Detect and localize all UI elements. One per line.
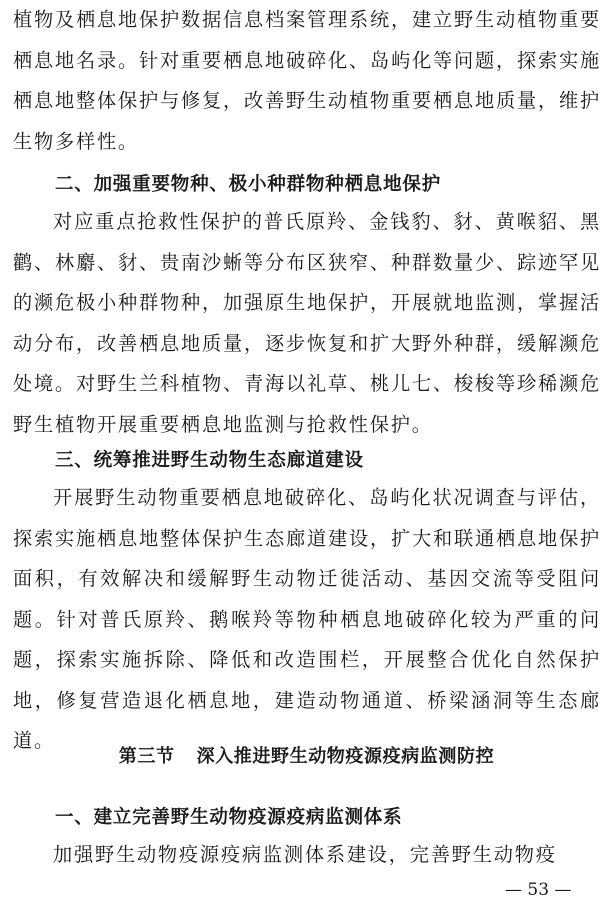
heading-disease-monitoring-system: 一、建立完善野生动物疫源疫病监测体系 [55, 807, 403, 828]
section-title [0, 742, 613, 768]
page-number: — 53 — [505, 880, 572, 900]
paragraph-disease-monitoring: 加强野生动物疫源疫病监测体系建设，完善野生动物疫 [53, 843, 557, 866]
heading-key-species-protection: 二、加强重要物种、极小种群物种栖息地保护 [55, 174, 442, 195]
paragraph-habitat-archive: 植物及栖息地保护数据信息档案管理系统，建立野生动植物重要栖息地名录。针对重要栖息地破碎化、岛屿化等问题，探索实施栖息地整体保护与修复，改善野生动植物重要栖息地质量，维护生物多样性。 [13, 8, 601, 153]
section-label: 第三节 [118, 746, 175, 767]
section-heading-text: 深入推进野生动物疫源疫病监测防控 [196, 746, 495, 767]
paragraph-corridor-construction: 开展野生动物重要栖息地破碎化、岛屿化状况调查与评估，探索实施栖息地整体保护生态廊道建设，扩大和联通栖息地保护面积，有效解决和缓解野生动物迁徙活动、基因交流等受阻问题。针对普氏原羚、鹅喉羚等物种栖息地破碎化较为严重的问题，探索实施拆除、降低和改造围栏，开展整合优化自然保护地，修复营造退化栖息地，建造动物通道、桥梁涵洞等生态廊道。 [13, 486, 601, 752]
paragraph-endangered-species: 对应重点抢救性保护的普氏原羚、金钱豹、豺、黄喉貂、黑鹳、林麝、豺、贵南沙蜥等分布区狭窄、种群数量少、踪迹罕见的濒危极小种群物种，加强原生地保护，开展就地监测，掌握活动分布，改善栖息地质量，逐步恢复和扩大野外种群，缓解濒危处境。对野生兰科植物、青海以礼草、桃儿七、梭梭等珍稀濒危野生植物开展重要栖息地监测与抢救性保护。 [13, 210, 601, 436]
heading-ecological-corridor: 三、统筹推进野生动物生态廊道建设 [55, 450, 364, 471]
